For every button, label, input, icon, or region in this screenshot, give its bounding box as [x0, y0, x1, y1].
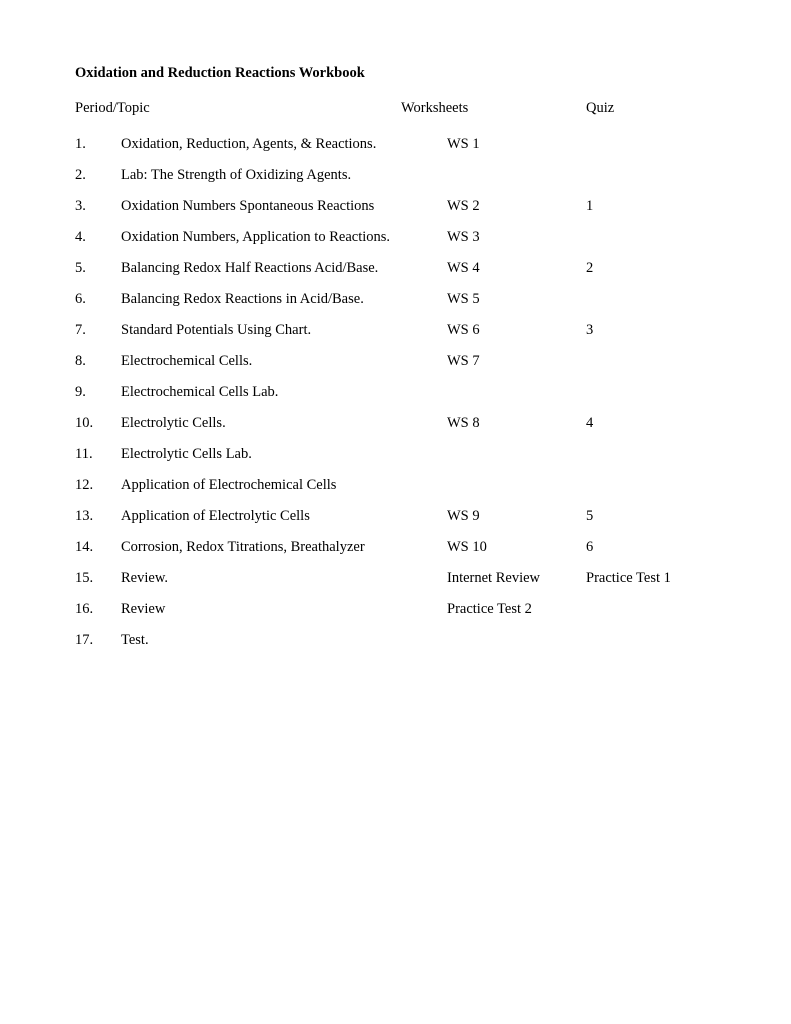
schedule-row: [0, 570, 791, 601]
row-number: 8.: [75, 353, 86, 369]
header-period-topic: Period/Topic: [75, 100, 150, 116]
schedule-row: [0, 353, 791, 384]
row-quiz: 6: [586, 539, 594, 555]
row-topic: Review.: [121, 570, 168, 586]
schedule-row: [0, 322, 791, 353]
row-topic: Electrolytic Cells Lab.: [121, 446, 252, 462]
row-number: 10.: [75, 415, 94, 431]
row-topic: Corrosion, Redox Titrations, Breathalyzer: [121, 539, 365, 555]
row-worksheet: Practice Test 2: [447, 601, 532, 617]
row-number: 9.: [75, 384, 86, 400]
row-topic: Application of Electrochemical Cells: [121, 477, 337, 493]
row-worksheet: Internet Review: [447, 570, 541, 586]
schedule-row: [0, 384, 791, 415]
row-worksheet: WS 10: [447, 539, 487, 555]
row-topic: Balancing Redox Half Reactions Acid/Base.: [121, 260, 379, 276]
schedule-row: [0, 539, 791, 570]
row-quiz: 2: [586, 260, 594, 276]
schedule-row: [0, 508, 791, 539]
row-number: 17.: [75, 632, 94, 648]
row-number: 11.: [75, 446, 93, 462]
row-quiz: 1: [586, 198, 594, 214]
schedule-row: [0, 167, 791, 198]
row-number: 15.: [75, 570, 94, 586]
row-number: 5.: [75, 260, 86, 276]
schedule-row: [0, 446, 791, 477]
row-quiz: 4: [586, 415, 594, 431]
row-topic: Balancing Redox Reactions in Acid/Base.: [121, 291, 364, 307]
schedule-row: [0, 632, 791, 663]
schedule-row: [0, 260, 791, 291]
schedule-row: [0, 601, 791, 632]
row-quiz: 3: [586, 322, 594, 338]
row-number: 1.: [75, 136, 86, 152]
row-topic: Oxidation, Reduction, Agents, & Reactions.: [121, 136, 377, 152]
row-number: 14.: [75, 539, 94, 555]
schedule-row: [0, 291, 791, 322]
row-number: 16.: [75, 601, 94, 617]
row-worksheet: WS 9: [447, 508, 480, 524]
schedule-row: [0, 136, 791, 167]
document-title: Oxidation and Reduction Reactions Workbook: [75, 65, 365, 81]
row-number: 3.: [75, 198, 86, 214]
row-number: 7.: [75, 322, 86, 338]
row-number: 13.: [75, 508, 94, 524]
row-worksheet: WS 3: [447, 229, 480, 245]
row-number: 6.: [75, 291, 86, 307]
row-worksheet: WS 6: [447, 322, 480, 338]
row-number: 4.: [75, 229, 86, 245]
row-worksheet: WS 1: [447, 136, 480, 152]
row-topic: Standard Potentials Using Chart.: [121, 322, 312, 338]
row-topic: Test.: [121, 632, 149, 648]
schedule-list: [0, 136, 791, 663]
schedule-row: [0, 477, 791, 508]
row-number: 12.: [75, 477, 94, 493]
schedule-row: [0, 229, 791, 260]
row-worksheet: WS 2: [447, 198, 480, 214]
row-quiz: 5: [586, 508, 594, 524]
row-topic: Lab: The Strength of Oxidizing Agents.: [121, 167, 352, 183]
schedule-row: [0, 415, 791, 446]
header-worksheets: Worksheets: [401, 100, 469, 116]
schedule-row: [0, 198, 791, 229]
row-topic: Oxidation Numbers Spontaneous Reactions: [121, 198, 375, 214]
row-worksheet: WS 5: [447, 291, 480, 307]
row-worksheet: WS 4: [447, 260, 480, 276]
row-topic: Electrochemical Cells.: [121, 353, 253, 369]
header-quiz: Quiz: [586, 100, 615, 116]
row-worksheet: WS 8: [447, 415, 480, 431]
row-topic: Review: [121, 601, 166, 617]
row-number: 2.: [75, 167, 86, 183]
row-topic: Oxidation Numbers, Application to Reactions.: [121, 229, 391, 245]
row-topic: Application of Electrolytic Cells: [121, 508, 310, 524]
row-worksheet: WS 7: [447, 353, 480, 369]
row-topic: Electrochemical Cells Lab.: [121, 384, 279, 400]
row-quiz: Practice Test 1: [586, 570, 671, 586]
row-topic: Electrolytic Cells.: [121, 415, 226, 431]
